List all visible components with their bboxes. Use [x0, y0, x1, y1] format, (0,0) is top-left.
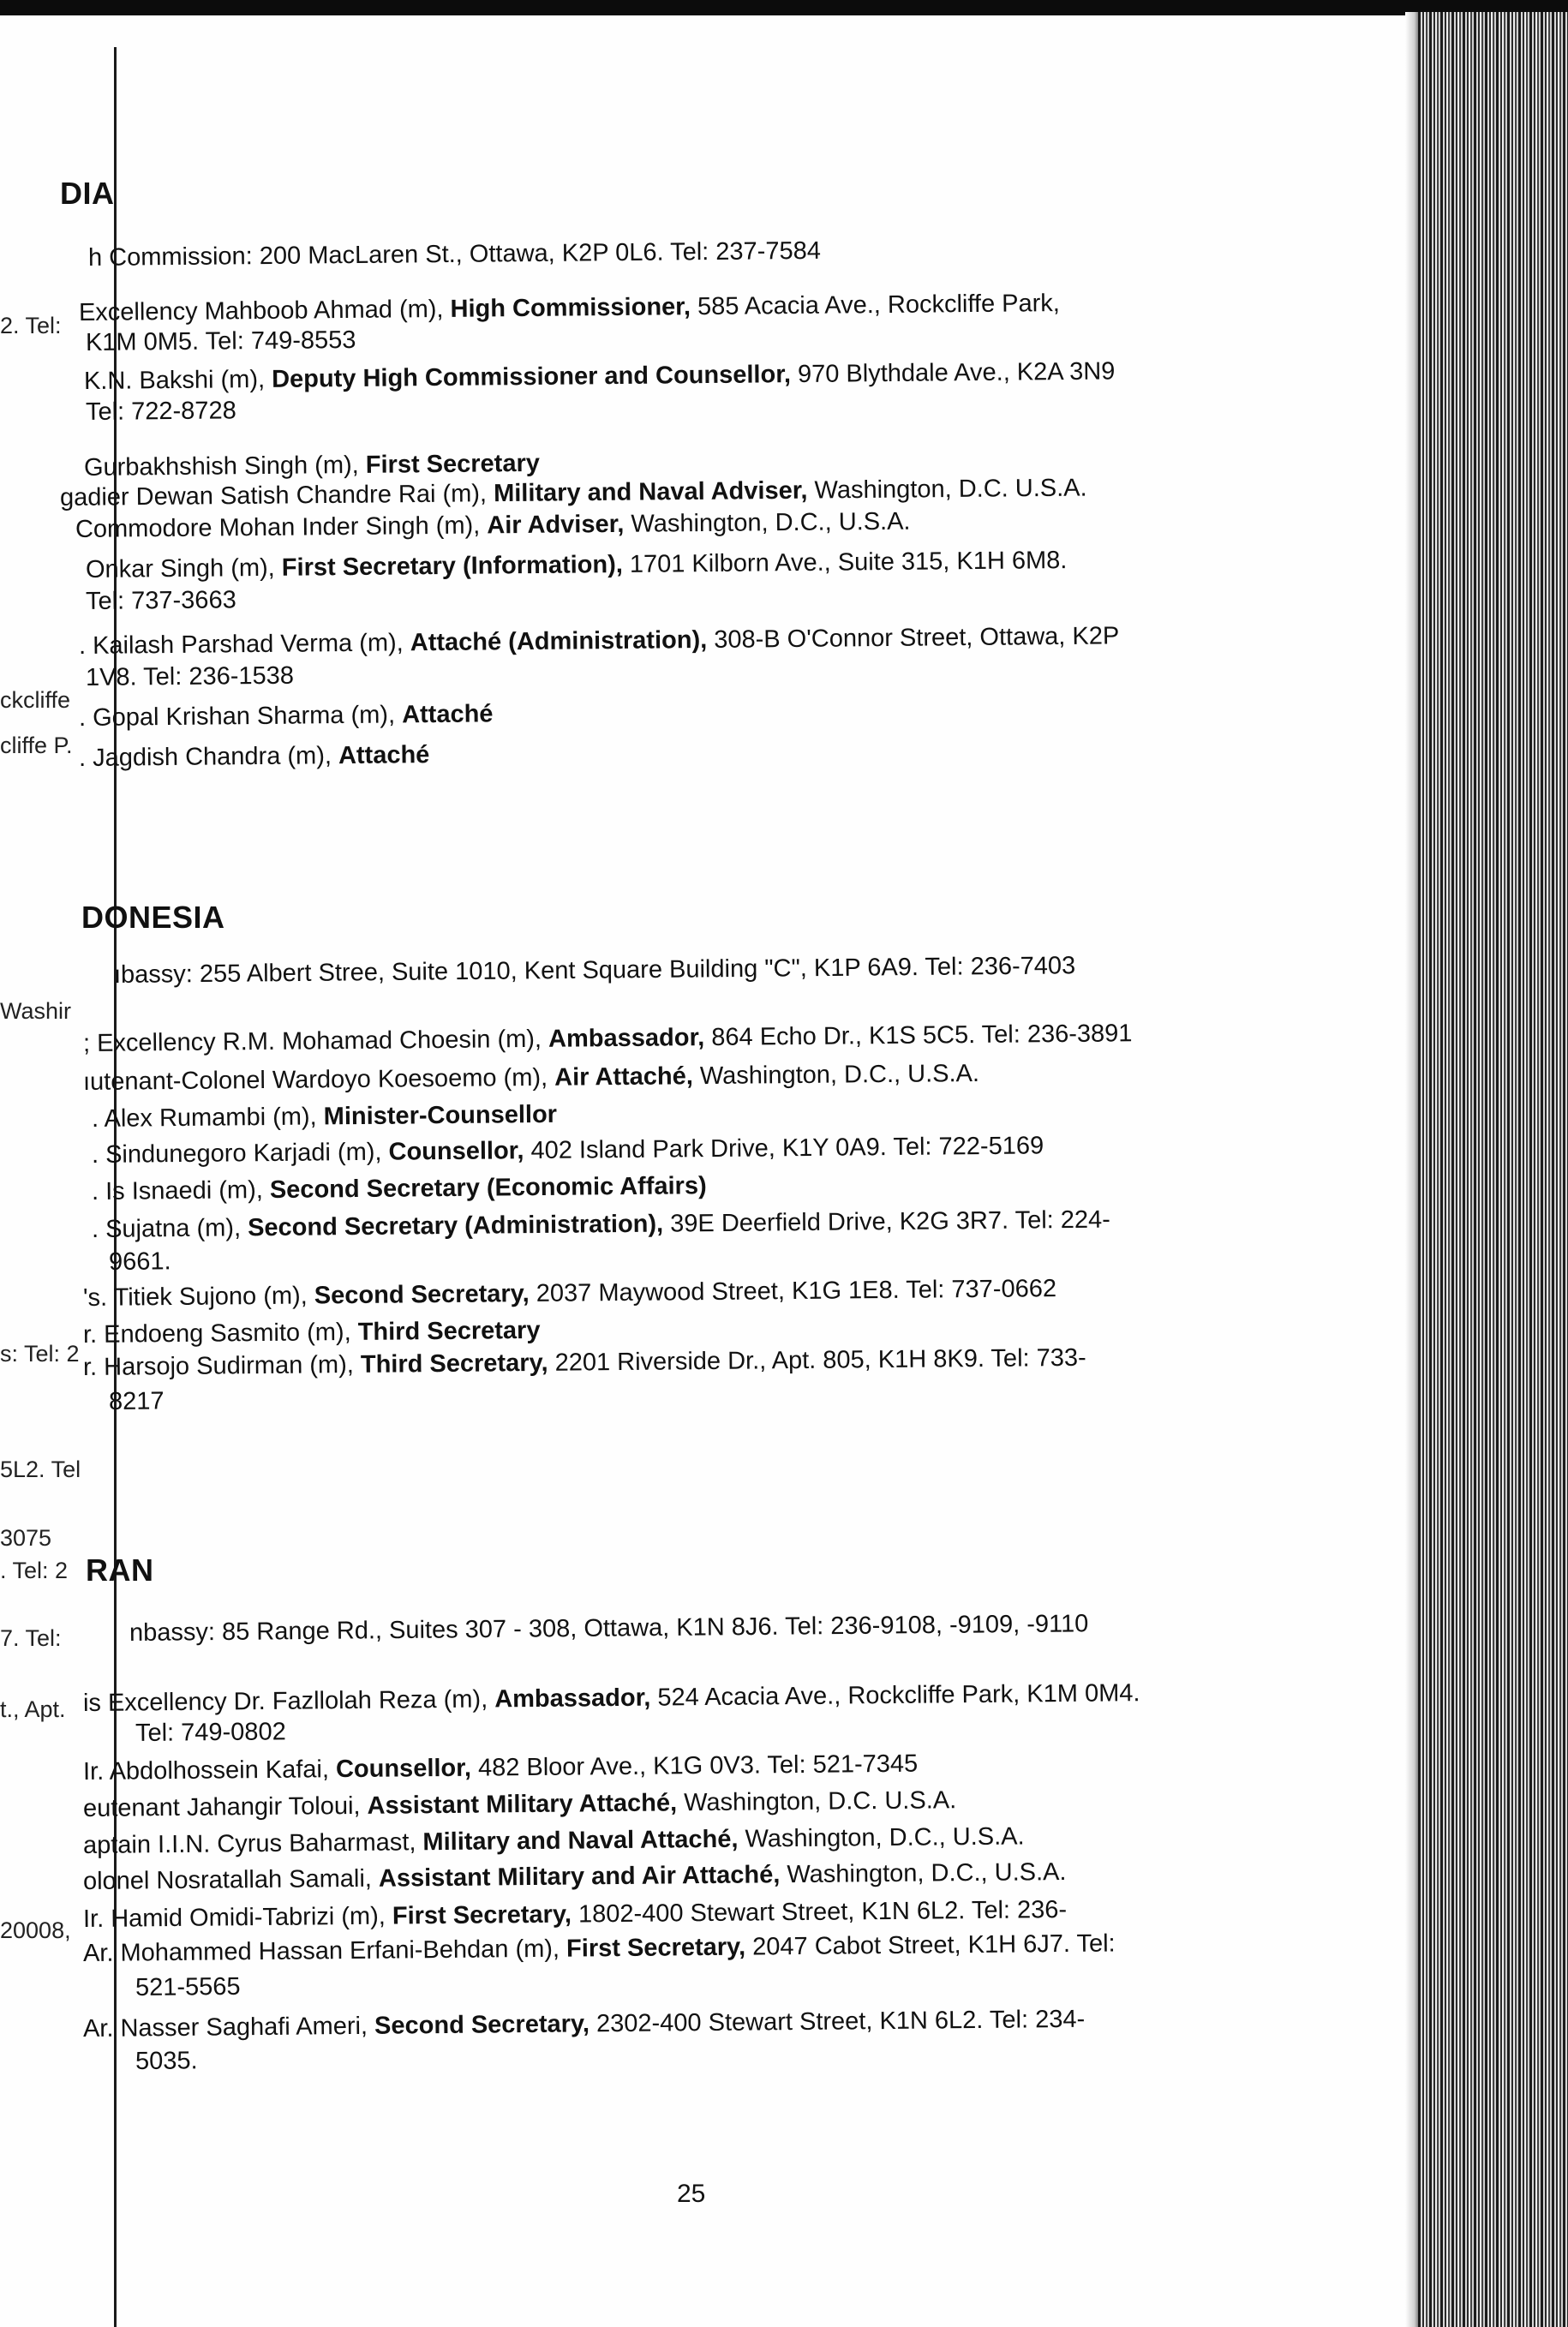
- entry-text: 1V8. Tel: 236-1538: [85, 661, 295, 691]
- entry-text: Ir. Hamid Omidi-Tabrizi (m),: [82, 1902, 393, 1933]
- entry-text: 521-5565: [135, 1972, 241, 2001]
- entry-text: 1802-400 Stewart Street, K1N 6L2. Tel: 236-: [571, 1895, 1068, 1929]
- left-margin-fragment: t., Apt.: [0, 1696, 66, 1722]
- entry-text: 308-B O'Connor Street, Ottawa, K2P: [707, 622, 1120, 654]
- directory-entry-line: [83, 1273, 1056, 1313]
- entry-text: Ar. Nasser Saghafi Ameri,: [82, 2012, 375, 2043]
- left-margin-fragment: 2. Tel:: [0, 313, 62, 338]
- entry-title-text: Attaché (Administration),: [410, 625, 708, 657]
- directory-entry-line: [83, 1315, 541, 1350]
- directory-entry-line: [83, 1821, 1025, 1861]
- entry-text: 9661.: [108, 1247, 171, 1276]
- directory-entry-line: [79, 698, 494, 733]
- entry-text: 39E Deerfield Drive, K2G 3R7. Tel: 224-: [663, 1205, 1111, 1238]
- entry-title-text: Minister-Counsellor: [323, 1100, 558, 1131]
- directory-entry-line: [109, 1385, 165, 1417]
- entry-title-text: Military and Naval Attaché,: [422, 1825, 739, 1857]
- directory-entry-line: [86, 661, 294, 693]
- left-margin-fragment: 7. Tel:: [0, 1625, 62, 1651]
- directory-entry-line: [135, 1971, 241, 2003]
- directory-entry-line: [88, 236, 821, 273]
- entry-text: Washington, D.C. U.S.A.: [676, 1786, 957, 1817]
- directory-entry-line: [83, 1785, 957, 1824]
- entry-text: . Sujatna (m),: [91, 1214, 248, 1243]
- entry-title-text: Assistant Military Attaché,: [367, 1789, 678, 1820]
- directory-entry-line: [75, 506, 911, 545]
- entry-text: eutenant Jahangir Toloui,: [82, 1792, 368, 1822]
- directory-entry-line: [109, 1246, 171, 1277]
- entry-text: . Alex Rumambi (m),: [91, 1103, 324, 1133]
- directory-entry-line: [83, 1018, 1133, 1059]
- directory-entry-line: [83, 2004, 1086, 2044]
- left-margin-fragment: . Tel: 2: [0, 1558, 69, 1583]
- directory-entry-line: [135, 2045, 198, 2077]
- entry-text: Tel: 749-0802: [135, 1718, 286, 1747]
- entry-text: Washington, D.C., U.S.A.: [738, 1822, 1025, 1853]
- entry-text: 1701 Kilborn Ave., Suite 315, K1H 6M8.: [622, 547, 1068, 578]
- entry-title-text: First Secretary (Information),: [281, 550, 623, 582]
- entry-text: r. Harsojo Sudirman (m),: [82, 1350, 362, 1381]
- entry-title-text: Attaché: [401, 700, 494, 729]
- entry-text: Washington, D.C., U.S.A.: [692, 1059, 980, 1091]
- entry-text: . Jagdish Chandra (m),: [78, 742, 339, 772]
- entry-text: Washington, D.C., U.S.A.: [780, 1857, 1067, 1889]
- section-heading: DIA: [60, 176, 115, 211]
- entry-text: 's. Titiek Sujono (m),: [82, 1282, 314, 1312]
- entry-text: olonel Nosratallah Samali,: [82, 1864, 380, 1895]
- directory-entry-line: [86, 545, 1068, 585]
- entry-title-text: Second Secretary (Economic Affairs): [269, 1172, 707, 1205]
- scan-top-border: [0, 0, 1568, 15]
- entry-title-text: Third Secretary: [357, 1316, 541, 1346]
- left-margin-fragment: ckcliffe: [0, 687, 71, 713]
- section-heading: RAN: [86, 1552, 154, 1588]
- left-margin-fragment: 3075: [0, 1525, 52, 1551]
- entry-text: 2047 Cabot Street, K1H 6J7. Tel:: [745, 1929, 1116, 1961]
- entry-title-text: Second Secretary (Administration),: [247, 1210, 664, 1242]
- directory-entry-line: [83, 1857, 1067, 1897]
- entry-text: ıbassy: 255 Albert Stree, Suite 1010, Kent Square Building "C", K1P 6A9. Tel: 236-7403: [113, 952, 1076, 989]
- entry-title-text: Second Secretary,: [374, 2010, 590, 2040]
- entry-text: Ar. Mohammed Hassan Erfani-Behdan (m),: [82, 1935, 567, 1967]
- entry-text: 524 Acacia Ave., Rockcliffe Park, K1M 0M4.: [650, 1679, 1140, 1712]
- entry-title-text: Military and Naval Adviser,: [493, 476, 808, 508]
- entry-text: Onkar Singh (m),: [85, 553, 282, 583]
- entry-text: . Is Isnaedi (m),: [91, 1176, 271, 1205]
- entry-text: nbassy: 85 Range Rd., Suites 307 - 308, Ottawa, K1N 8J6. Tel: 236-9108, -9109, -9110: [129, 1610, 1089, 1647]
- entry-title-text: Third Secretary,: [360, 1349, 548, 1379]
- directory-entry-line: [84, 356, 1116, 397]
- entry-text: ıutenant-Colonel Wardoyo Koesoemo (m),: [82, 1063, 555, 1096]
- entry-title-text: High Commissioner,: [450, 293, 691, 323]
- entry-title-text: Second Secretary,: [314, 1280, 530, 1310]
- entry-text: 2037 Maywood Street, K1G 1E8. Tel: 737-0662: [529, 1275, 1057, 1308]
- entry-title-text: Air Attaché,: [554, 1062, 693, 1092]
- entry-text: . Gopal Krishan Sharma (m),: [78, 701, 403, 732]
- entry-text: Tel: 722-8728: [85, 397, 236, 426]
- entry-text: . Kailash Parshad Verma (m),: [78, 629, 410, 660]
- entry-text: r. Endoeng Sasmito (m),: [82, 1318, 358, 1349]
- directory-entry-line: [83, 1678, 1140, 1719]
- entry-title-text: Deputy High Commissioner and Counsellor,: [271, 361, 792, 393]
- entry-title-text: Attaché: [338, 741, 430, 770]
- entry-title-text: Ambassador,: [494, 1684, 651, 1714]
- entry-title-text: Air Adviser,: [487, 510, 625, 540]
- left-margin-fragment: cliffe P.: [0, 733, 73, 758]
- entry-text: Washington, D.C. U.S.A.: [807, 474, 1087, 505]
- directory-entry-line: [83, 1749, 919, 1787]
- directory-entry-line: [129, 1608, 1089, 1648]
- entry-text: 864 Echo Dr., K1S 5C5. Tel: 236-3891: [704, 1020, 1133, 1052]
- directory-entry-line: [83, 1058, 979, 1098]
- book-page-edges: [1418, 12, 1568, 2327]
- entry-text: 402 Island Park Drive, K1Y 0A9. Tel: 722-5169: [524, 1132, 1044, 1165]
- entry-text: 5035.: [135, 2047, 198, 2075]
- directory-entry-line: [79, 739, 430, 774]
- left-margin-fragment: 5L2. Tel: [0, 1457, 81, 1482]
- entry-text: 585 Acacia Ave., Rockcliffe Park,: [690, 290, 1061, 321]
- entry-text: gadier Dewan Satish Chandre Rai (m),: [59, 480, 494, 511]
- entry-text: 482 Bloor Ave., K1G 0V3. Tel: 521-7345: [470, 1750, 919, 1782]
- entry-text: Commodore Mohan Inder Singh (m),: [75, 511, 488, 543]
- left-margin-fragment: s: Tel: 2: [0, 1341, 80, 1367]
- directory-entry-line: [83, 1894, 1067, 1935]
- directory-entry-line: [86, 395, 236, 428]
- entry-text: Ir. Abdolhossein Kafai,: [82, 1756, 337, 1786]
- directory-entry-line: [92, 1205, 1110, 1245]
- entry-text: aptain I.I.N. Cyrus Baharmast,: [82, 1828, 423, 1859]
- entry-title-text: First Secretary,: [392, 1900, 572, 1930]
- entry-text: Washington, D.C., U.S.A.: [624, 507, 911, 538]
- directory-entry-line: [83, 1928, 1116, 1969]
- entry-title-text: First Secretary,: [566, 1933, 746, 1963]
- left-margin-fragment: 20008,: [0, 1917, 71, 1943]
- entry-text: Tel: 737-3663: [85, 586, 236, 615]
- directory-entry-line: [86, 325, 356, 358]
- directory-entry-line: [92, 1099, 557, 1134]
- entry-text: is Excellency Dr. Fazllolah Reza (m),: [82, 1685, 495, 1717]
- page-number: 25: [677, 2180, 706, 2208]
- entry-text: h Commission: 200 MacLaren St., Ottawa, K2P 0L6. Tel: 237-7584: [87, 236, 822, 272]
- entry-title-text: Counsellor,: [388, 1137, 524, 1166]
- entry-title-text: Counsellor,: [335, 1754, 472, 1784]
- directory-entry-line: [92, 1170, 707, 1207]
- directory-entry-line: [79, 620, 1120, 661]
- entry-title-text: First Secretary: [365, 449, 541, 479]
- entry-text: Gurbakhshish Singh (m),: [83, 451, 366, 482]
- entry-text: 8217: [108, 1387, 165, 1415]
- entry-text: K1M 0M5. Tel: 749-8553: [85, 326, 356, 356]
- entry-text: 2302-400 Stewart Street, K1N 6L2. Tel: 234-: [589, 2005, 1086, 2038]
- directory-entry-line: [92, 1130, 1044, 1170]
- directory-entry-line: [86, 584, 236, 617]
- entry-text: K.N. Bakshi (m),: [83, 365, 272, 395]
- entry-title-text: Ambassador,: [548, 1024, 705, 1053]
- entry-text: 2201 Riverside Dr., Apt. 805, K1H 8K9. Tel: 733-: [548, 1343, 1086, 1377]
- directory-entry-line: [114, 950, 1076, 990]
- directory-entry-line: [79, 288, 1060, 328]
- directory-entry-line: [135, 1716, 286, 1749]
- entry-title-text: Assistant Military and Air Attaché,: [378, 1861, 781, 1893]
- section-heading: DONESIA: [81, 900, 225, 935]
- entry-text: Excellency Mahboob Ahmad (m),: [78, 295, 451, 326]
- entry-text: . Sindunegoro Karjadi (m),: [91, 1138, 389, 1169]
- entry-text: 970 Blythdale Ave., K2A 3N9: [790, 357, 1116, 389]
- entry-text: ; Excellency R.M. Mohamad Choesin (m),: [82, 1025, 549, 1057]
- left-margin-fragment: Washir: [0, 998, 72, 1024]
